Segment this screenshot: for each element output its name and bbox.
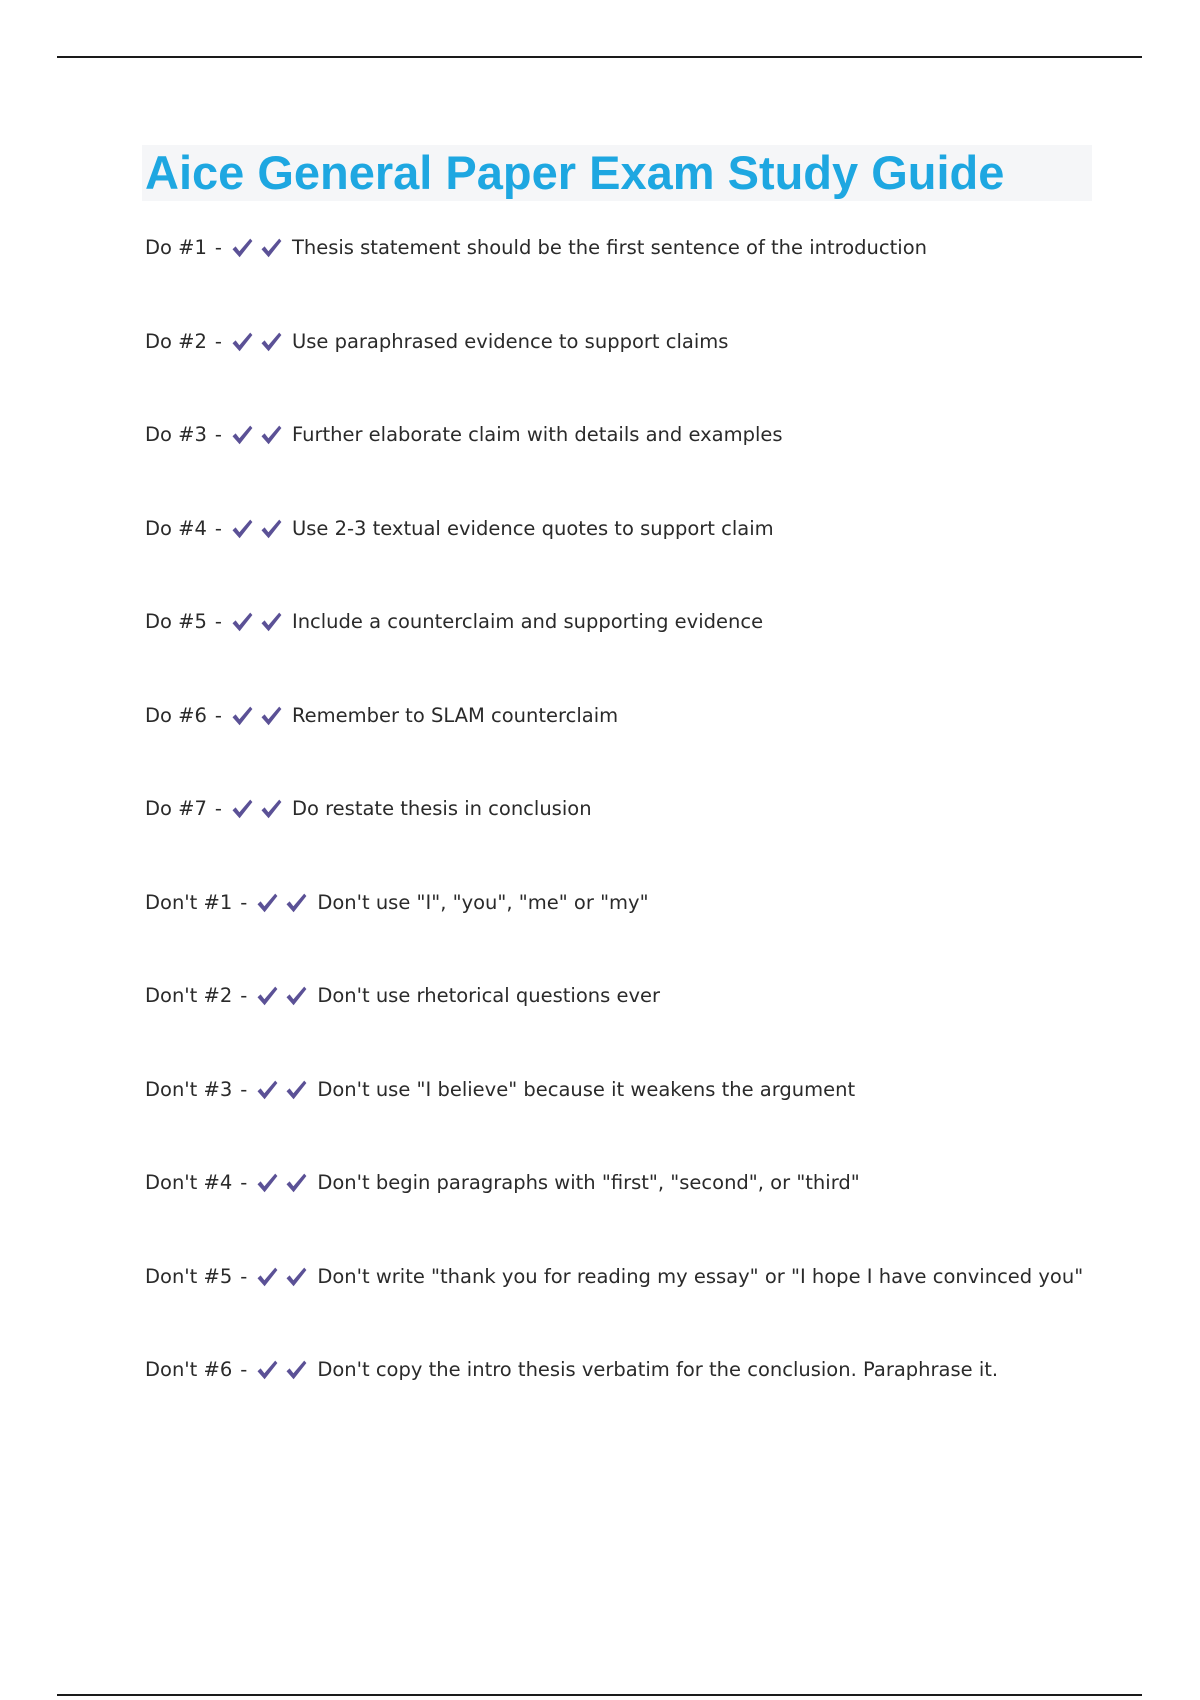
item-label: Don't #2 <box>145 984 233 1007</box>
list-item <box>145 413 1145 507</box>
item-separator: - <box>214 423 222 446</box>
check-icons <box>230 413 288 457</box>
check-icon <box>284 891 308 915</box>
bottom-rule <box>57 1694 1142 1696</box>
check-icon <box>259 517 283 541</box>
item-text: Do restate thesis in conclusion <box>291 797 592 820</box>
item-separator: - <box>240 984 248 1007</box>
check-icons <box>255 1348 313 1392</box>
check-icon <box>230 610 254 634</box>
list-item <box>145 1068 1145 1162</box>
check-icon <box>255 1078 279 1102</box>
check-icon <box>255 984 279 1008</box>
item-label: Don't #5 <box>145 1264 233 1288</box>
item-text: Don't copy the intro thesis verbatim for the conclusion. Paraphrase it. <box>317 1358 999 1381</box>
check-icons <box>230 694 288 738</box>
item-label: Don't #6 <box>145 1358 233 1381</box>
item-label: Do #7 <box>145 797 207 820</box>
check-icon <box>259 797 283 821</box>
item-separator: - <box>240 890 248 914</box>
list-item <box>145 787 1145 881</box>
item-text: Use paraphrased evidence to support claims <box>291 329 729 353</box>
item-label: Do #5 <box>145 610 207 633</box>
list-item <box>145 320 1145 414</box>
list-item <box>145 1255 1145 1349</box>
check-icon <box>255 1171 279 1195</box>
list-item <box>145 881 1145 975</box>
item-text: Thesis statement should be the first sentence of the introduction <box>291 236 927 259</box>
check-icon <box>259 704 283 728</box>
check-icon <box>284 1358 308 1382</box>
item-label: Don't #3 <box>145 1077 233 1101</box>
check-icon <box>259 423 283 447</box>
list-item <box>145 1348 1145 1442</box>
check-icon <box>259 610 283 634</box>
item-separator: - <box>214 610 222 633</box>
check-icon <box>255 1358 279 1382</box>
item-separator: - <box>240 1077 248 1101</box>
check-icon <box>284 1265 308 1289</box>
check-icon <box>230 423 254 447</box>
item-label: Do #2 <box>145 329 207 353</box>
item-label: Do #6 <box>145 703 207 727</box>
list-item <box>145 694 1145 788</box>
item-separator: - <box>214 329 222 353</box>
item-separator: - <box>240 1358 248 1381</box>
check-icon <box>230 704 254 728</box>
check-icon <box>284 1078 308 1102</box>
check-icons <box>255 1068 313 1112</box>
check-icon <box>284 984 308 1008</box>
check-icon <box>255 1265 279 1289</box>
item-label: Do #1 <box>145 236 207 259</box>
list-item <box>145 226 1145 320</box>
item-separator: - <box>240 1264 248 1288</box>
check-icons <box>255 1255 313 1299</box>
item-separator: - <box>240 1171 248 1194</box>
item-text: Don't use rhetorical questions ever <box>317 984 661 1007</box>
check-icon <box>230 236 254 260</box>
check-icon <box>230 330 254 354</box>
item-separator: - <box>214 797 222 820</box>
item-text: Don't use "I believe" because it weakens the argument <box>317 1077 856 1101</box>
list-item <box>145 1161 1145 1255</box>
list-item <box>145 507 1145 601</box>
check-icon <box>284 1171 308 1195</box>
study-guide-list <box>145 226 1145 1442</box>
check-icons <box>230 600 288 644</box>
check-icons <box>230 320 288 364</box>
item-text: Use 2-3 textual evidence quotes to support claim <box>291 516 774 540</box>
item-label: Do #4 <box>145 516 207 540</box>
page-title: Aice General Paper Exam Study Guide <box>145 146 1005 199</box>
item-text: Include a counterclaim and supporting evidence <box>291 610 764 633</box>
top-rule <box>57 56 1142 58</box>
check-icons <box>255 974 313 1018</box>
check-icon <box>259 236 283 260</box>
item-label: Do #3 <box>145 423 207 446</box>
check-icons <box>230 226 288 270</box>
item-separator: - <box>214 703 222 727</box>
list-item <box>145 600 1145 694</box>
item-text: Don't begin paragraphs with "first", "second", or "third" <box>317 1171 860 1194</box>
item-text: Don't write "thank you for reading my essay" or "I hope I have convinced you" <box>317 1264 1084 1288</box>
check-icon <box>230 517 254 541</box>
item-label: Don't #1 <box>145 890 233 914</box>
check-icon <box>230 797 254 821</box>
check-icons <box>255 1161 313 1205</box>
item-text: Remember to SLAM counterclaim <box>291 703 619 727</box>
check-icons <box>230 507 288 551</box>
item-text: Don't use "I", "you", "me" or "my" <box>317 890 649 914</box>
item-separator: - <box>214 236 222 259</box>
item-separator: - <box>214 516 222 540</box>
check-icon <box>255 891 279 915</box>
list-item <box>145 974 1145 1068</box>
check-icons <box>255 881 313 925</box>
check-icon <box>259 330 283 354</box>
item-text: Further elaborate claim with details and examples <box>291 423 783 446</box>
check-icons <box>230 787 288 831</box>
item-label: Don't #4 <box>145 1171 233 1194</box>
